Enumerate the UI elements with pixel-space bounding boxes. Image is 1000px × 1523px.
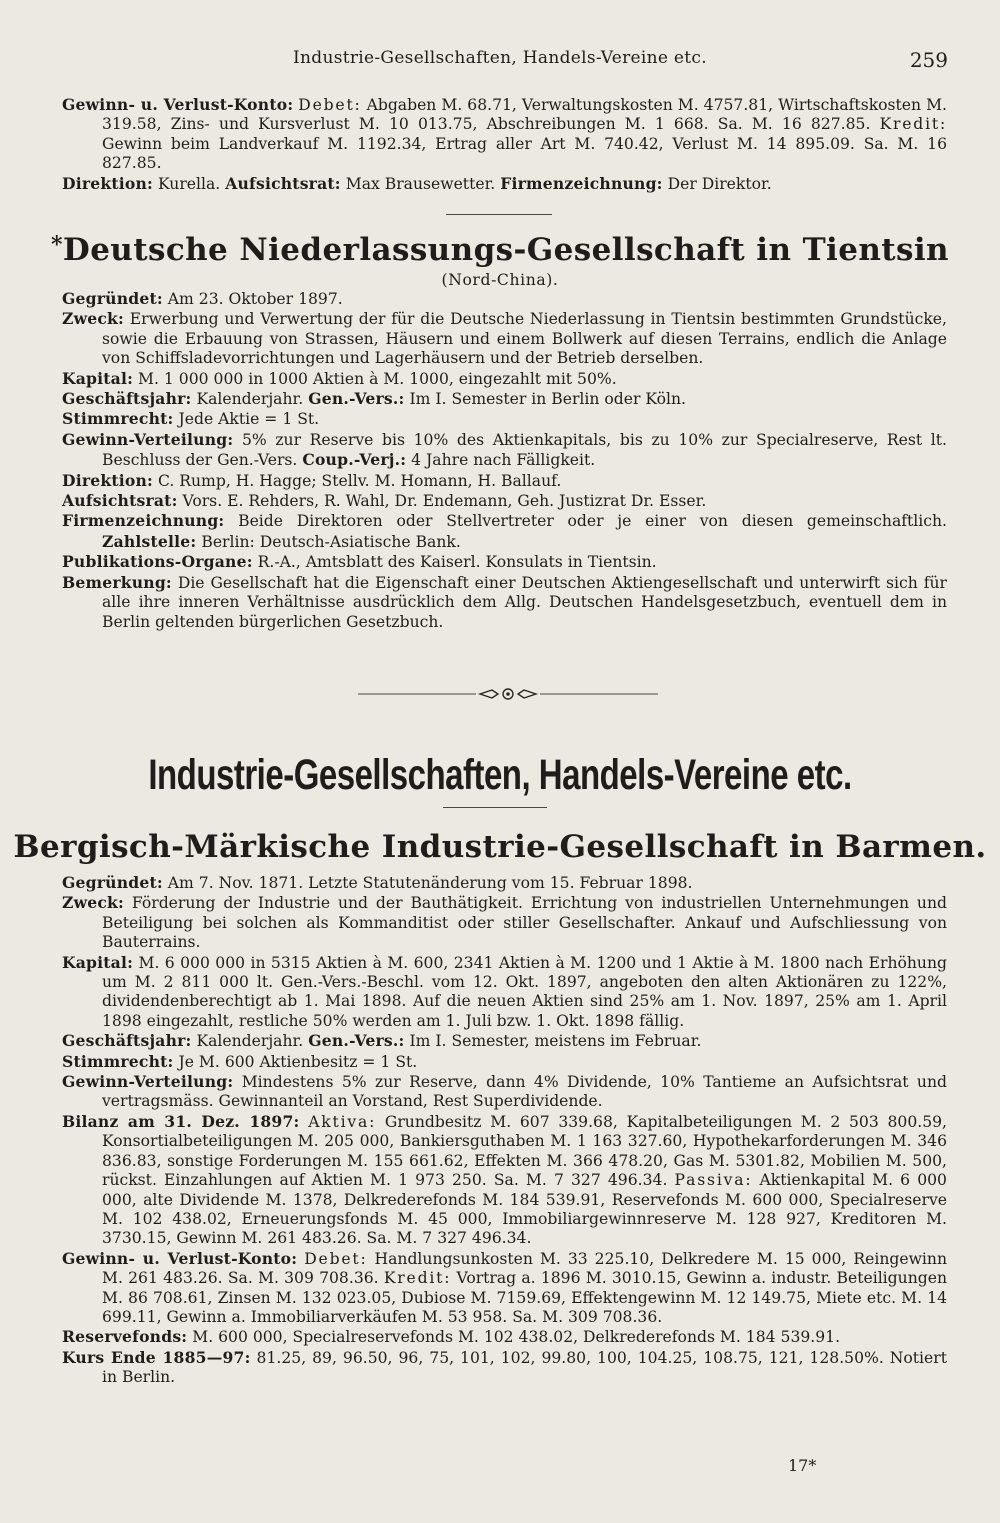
tientsin-entry: [62, 289, 947, 632]
zahlstelle-label: Zahlstelle:: [102, 531, 197, 551]
genvers-label: Gen.-Vers.:: [308, 1031, 405, 1051]
kapital-line: [62, 953, 947, 1032]
entry-subtitle: (Nord-China).: [441, 271, 559, 289]
geschaeftsjahr-line: [62, 1031, 947, 1051]
passiva-label: Passiva:: [674, 1171, 753, 1190]
kurs-line: [62, 1348, 947, 1388]
gv-konto-line: [62, 1249, 947, 1328]
signature-mark: 17*: [788, 1456, 817, 1475]
kapital-line: [62, 369, 947, 389]
bilanz-label: Bilanz am 31. Dez. 1897:: [62, 1111, 300, 1131]
bemerkung-label: Bemerkung:: [62, 572, 172, 592]
aufsichtsrat-line: [62, 491, 947, 511]
gv-text-2: Gewinn beim Landverkauf M. 1192.34, Ertrag aller Art M. 740.42, Verlust M. 14 895.09. Sa. M. 16 827.85.: [102, 134, 947, 173]
zweck-text: Erwerbung und Verwertung der für die Deutsche Niederlassung in Tientsin bestimmten Grundstücke, sowie die Erbauung von Strassen, Häusern und einem Bollwerk auf diesen Terrains, endlich die Anlage von Schiffsladevorrichtungen und Lagerhäusern und der Betrieb derselben.: [102, 310, 947, 368]
firmenzeichnung-label: Firmenzeichnung:: [62, 511, 225, 531]
zweck-line: [62, 309, 947, 368]
dir-label: Direktion:: [62, 173, 154, 193]
direktion-text: C. Rump, H. Hagge; Stellv. M. Homann, H. Ballauf.: [157, 471, 562, 490]
genvers-label: Gen.-Vers.:: [308, 389, 405, 409]
stimmrecht-label: Stimmrecht:: [62, 409, 174, 429]
gewinnverteilung-text: Mindestens 5% zur Reserve, dann 4% Dividende, 10% Tantieme an Aufsichtsrat und vertragsmäss. Gewinnanteil an Vorstand, Rest Superdividende.: [102, 1073, 947, 1111]
fz-label: Firmenzeichnung:: [500, 173, 663, 193]
gegruendet-text: Am 23. Oktober 1897.: [167, 290, 343, 308]
zweck-label: Zweck:: [62, 893, 124, 913]
gegruendet-label: Gegründet:: [62, 873, 163, 892]
ar-label: Aufsichtsrat:: [225, 173, 341, 193]
section-divider: [443, 807, 547, 808]
passiva-text: Aktienkapital M. 6 000 000, alte Dividende M. 1378, Delkrederefonds M. 184 539.91, Reservefonds M. 600 000, Specialreserve M. 102 438.02, Erneuerungsfonds M. 45 000, Immobiliargewinnreserve M. 128 927, Kreditoren M. 3730.15, Gewinn M. 261 483.26. Sa. M. 7 327 496.34.: [102, 1171, 947, 1248]
gewinnverteilung-label: Gewinn-Verteilung:: [62, 1072, 234, 1092]
stimmrecht-label: Stimmrecht:: [62, 1051, 174, 1071]
fz-text: Der Direktor.: [667, 174, 772, 193]
barmen-entry: [62, 873, 947, 1388]
gv-konto-label: Gewinn- u. Verlust-Konto:: [62, 1248, 298, 1268]
kurs-text: 81.25, 89, 96.50, 96, 75, 101, 102, 99.80, 100, 104.25, 108.75, 121, 128.50%. Notiert in Berlin.: [102, 1348, 947, 1387]
entry-title-tientsin: [0, 232, 1000, 268]
zweck-label: Zweck:: [62, 309, 124, 329]
direktion-label: Direktion:: [62, 470, 154, 490]
reservefonds-text: M. 600 000, Specialreservefonds M. 102 438.02, Delkrederefonds M. 184 539.91.: [192, 1328, 841, 1347]
debet-label: Debet:: [298, 96, 362, 114]
geschaeftsjahr-line: [62, 389, 947, 409]
aktiva-label: Aktiva:: [308, 1112, 377, 1131]
stimmrecht-line: [62, 1052, 947, 1072]
entry-title-text: Deutsche Niederlassungs-Gesellschaft in Tientsin: [62, 232, 949, 268]
direktion-line: [62, 471, 947, 491]
kapital-label: Kapital:: [62, 952, 134, 972]
running-header: [0, 44, 1000, 74]
gewinnverteilung-label: Gewinn-Verteilung:: [62, 429, 234, 449]
entry-title-barmen: Bergisch-Märkische Industrie-Gesellschaft in Barmen.: [13, 829, 987, 865]
kurs-label: Kurs Ende 1885—97:: [62, 1347, 251, 1367]
short-divider: [446, 214, 552, 215]
publikationsorgane-line: [62, 552, 947, 572]
publikationsorgane-label: Publikations-Organe:: [62, 552, 253, 572]
geschaeftsjahr-label: Geschäftsjahr:: [62, 1031, 192, 1051]
gewinnverteilung-text: 5% zur Reserve bis 10% des Aktienkapitals, bis zu 10% zur Specialreserve, Rest lt. Beschluss der Gen.-Vers.: [102, 430, 947, 470]
firmenzeichnung-text: Beide Direktoren oder Stellvertreter oder je einer von diesen gemeinschaftlich.: [238, 512, 947, 531]
reservefonds-line: [62, 1327, 947, 1347]
zahlstelle-text: Berlin: Deutsch-Asiatische Bank.: [201, 532, 461, 551]
prev-gv-konto: [62, 95, 947, 174]
bemerkung-line: [62, 573, 947, 632]
kapital-label: Kapital:: [62, 368, 134, 388]
stimmrecht-line: [62, 409, 947, 429]
gegruendet-label: Gegründet:: [62, 289, 163, 308]
kapital-text: M. 6 000 000 in 5315 Aktien à M. 600, 2341 Aktien à M. 1200 und 1 Aktie à M. 1800 nach Erhöhung um M. 2 811 000 lt. Gen.-Vers.-Beschl. vom 12. Okt. 1897, angeboten den alten Aktionären zu 122%, dividendenberechtigt ab 1. Mai 1898. Auf die neuen Aktien sind 25% am 1. Nov. 1897, 25% am 1. April 1898 eingezahlt, restliche 50% werden am 1. Juli bzw. 1. Okt. 1898 fällig.: [102, 953, 947, 1030]
geschaeftsjahr-text: Kalenderjahr.: [196, 390, 304, 409]
reservefonds-label: Reservefonds:: [62, 1327, 188, 1347]
footnote-star: *: [51, 232, 63, 258]
prev-direktion-line: [62, 174, 947, 194]
geschaeftsjahr-text: Kalenderjahr.: [196, 1032, 304, 1051]
aufsichtsrat-label: Aufsichtsrat:: [62, 491, 178, 511]
gegruendet-line: [62, 873, 947, 893]
kredit-label: Kredit:: [383, 1269, 452, 1288]
kredit-label: Kredit:: [879, 115, 947, 134]
stimmrecht-text: Jede Aktie = 1 St.: [178, 410, 320, 429]
debet-text: Handlungsunkosten M. 33 225.10, Delkredere M. 15 000, Reingewinn M. 261 483.26. Sa. M. 309 708.36.: [102, 1249, 947, 1288]
genvers-text: Im I. Semester in Berlin oder Köln.: [409, 390, 686, 409]
running-header-title: Industrie-Gesellschaften, Handels-Vereine etc.: [293, 48, 707, 68]
kredit-text: Vortrag a. 1896 M. 3010.15, Gewinn a. industr. Beteiligungen M. 86 708.61, Zinsen M. 132 023.05, Dubiose M. 7159.69, Effektengewinn M. 12 149.75, Miete etc. M. 14 699.11, Gewinn a. Immobiliarverkäufen M. 53 958. Sa. M. 309 708.36.: [102, 1269, 947, 1326]
geschaeftsjahr-label: Geschäftsjahr:: [62, 389, 192, 409]
zweck-line: [62, 893, 947, 952]
gegruendet-line: [62, 289, 947, 309]
bilanz-line: [62, 1112, 947, 1249]
stimmrecht-text: Je M. 600 Aktienbesitz = 1 St.: [178, 1052, 418, 1071]
prev-entry: [62, 95, 947, 194]
section-title: Industrie-Gesellschaften, Handels-Vereine etc.: [148, 750, 852, 799]
aufsichtsrat-text: Vors. E. Rehders, R. Wahl, Dr. Endemann, Geh. Justizrat Dr. Esser.: [182, 492, 707, 511]
coupverj-text: 4 Jahre nach Fälligkeit.: [411, 451, 596, 470]
ornament-divider: [358, 686, 658, 702]
bemerkung-text: Die Gesellschaft hat die Eigenschaft einer Deutschen Aktiengesellschaft und unterwirft sich für alle ihre inneren Verhältnisse ausdrücklich dem Allg. Deutschen Handelsgesetzbuch, eventuell dem in Berlin geltenden bürgerlichen Gesetzbuch.: [102, 573, 947, 631]
ar-text: Max Brausewetter.: [345, 174, 496, 193]
firmenzeichnung-line: [62, 511, 947, 552]
zweck-text: Förderung der Industrie und der Bauthätigkeit. Errichtung von industriellen Unternehmungen und Beteiligung bei solchen als Kommanditist oder stiller Gesellschafter. Ankauf und Aufschliessung von Bauterrains.: [102, 894, 947, 952]
page-number: 259: [909, 48, 948, 72]
gewinnverteilung-line: [62, 1072, 947, 1112]
coupverj-label: Coup.-Verj.:: [302, 450, 407, 470]
gv-label: Gewinn- u. Verlust-Konto:: [62, 95, 294, 114]
debet-label: Debet:: [304, 1249, 368, 1268]
genvers-text: Im I. Semester, meistens im Februar.: [409, 1032, 702, 1051]
gegruendet-text: Am 7. Nov. 1871. Letzte Statutenänderung vom 15. Februar 1898.: [167, 874, 693, 892]
gewinnverteilung-line: [62, 430, 947, 471]
aktiva-text: Grundbesitz M. 607 339.68, Kapitalbeteiligungen M. 2 503 800.59, Konsortialbeteiligungen M. 205 000, Bankiersguthaben M. 1 163 327.60, Hypothekarforderungen M. 346 836.83, sonstige Forderungen M. 155 661.62, Effekten M. 366 478.20, Gas M. 5301.82, Mobilien M. 500, rückst. Einzahlungen auf Aktien M. 1 973 250. Sa. M. 7 327 496.34.: [102, 1112, 947, 1190]
gv-text-1: Abgaben M. 68.71, Verwaltungskosten M. 4757.81, Wirtschaftskosten M. 319.58, Zins- und Kursverlust M. 10 013.75, Abschreibungen M. 1 668. Sa. M. 16 827.85.: [102, 96, 947, 134]
kapital-text: M. 1 000 000 in 1000 Aktien à M. 1000, eingezahlt mit 50%.: [138, 369, 617, 388]
dir-text: Kurella.: [157, 174, 221, 193]
publikationsorgane-text: R.-A., Amtsblatt des Kaiserl. Konsulats in Tientsin.: [257, 553, 657, 572]
